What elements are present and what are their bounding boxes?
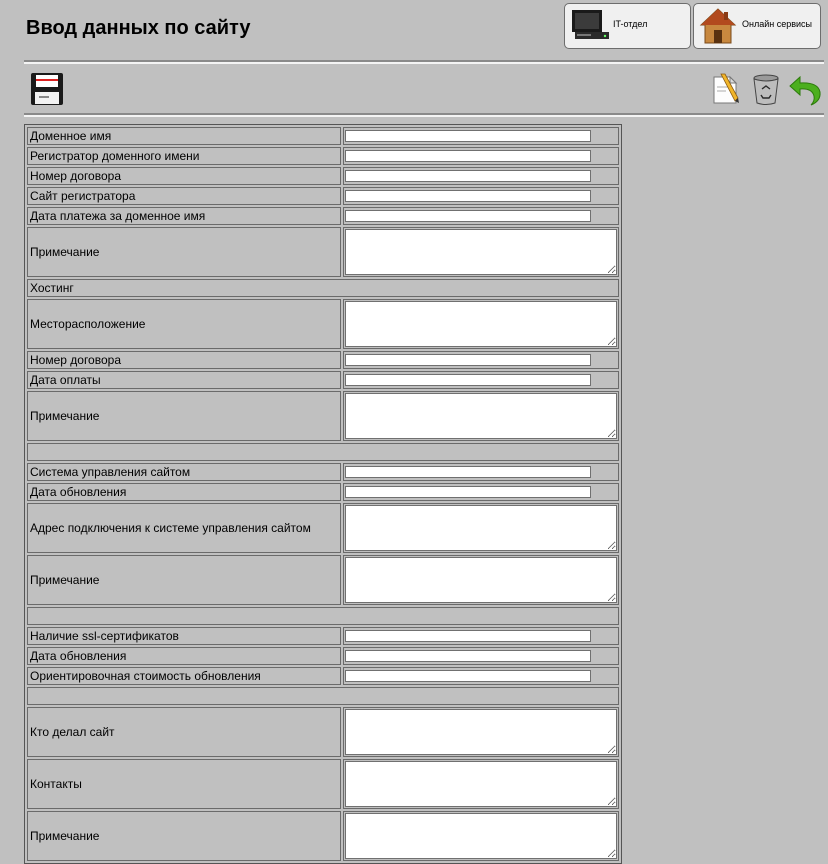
section-spacer-row [27,687,619,705]
online-services-label: Онлайн сервисы [742,19,813,29]
field-cell [343,647,619,665]
field-label: Контакты [27,759,341,809]
field-label: Сайт регистратора [27,187,341,205]
form-row [27,127,619,145]
text-area[interactable] [345,229,617,275]
field-cell [343,147,619,165]
section-spacer-row [27,443,619,461]
field-label: Номер договора [27,351,341,369]
computer-icon [569,6,609,46]
text-input[interactable] [345,486,591,498]
section-header-row [27,279,619,297]
form-row [27,167,619,185]
floppy-disk-icon[interactable] [30,72,64,106]
field-label: Дата обновления [27,483,341,501]
text-input[interactable] [345,374,591,386]
section-spacer-row [27,607,619,625]
site-data-form [24,124,622,864]
field-cell [343,167,619,185]
page-title: Ввод данных по сайту [26,17,251,39]
field-cell [343,187,619,205]
form-row [27,463,619,481]
field-cell [343,555,619,605]
field-cell [343,483,619,501]
text-area[interactable] [345,301,617,347]
field-cell [343,707,619,757]
field-label: Примечание [27,811,341,861]
form-row [27,391,619,441]
text-input[interactable] [345,170,591,182]
recycle-bin-icon[interactable] [751,73,781,105]
field-cell [343,627,619,645]
field-cell [343,299,619,349]
form-row [27,207,619,225]
field-label: Доменное имя [27,127,341,145]
field-label: Дата обновления [27,647,341,665]
form-row [27,627,619,645]
field-label: Регистратор доменного имени [27,147,341,165]
form-row [27,647,619,665]
text-input[interactable] [345,130,591,142]
form-row [27,503,619,553]
form-row [27,759,619,809]
text-area[interactable] [345,557,617,603]
text-input[interactable] [345,210,591,222]
field-label: Примечание [27,391,341,441]
back-arrow-icon[interactable] [788,74,822,106]
form-row [27,667,619,685]
field-label: Ориентировочная стоимость обновления [27,667,341,685]
toolbar-divider [24,113,824,117]
form-row [27,227,619,277]
field-label: Примечание [27,555,341,605]
form-row [27,707,619,757]
field-label: Кто делал сайт [27,707,341,757]
text-area[interactable] [345,393,617,439]
field-label: Дата оплаты [27,371,341,389]
it-department-label: IT-отдел [613,19,648,29]
field-label: Система управления сайтом [27,463,341,481]
text-area[interactable] [345,505,617,551]
field-cell [343,667,619,685]
field-cell [343,227,619,277]
text-area[interactable] [345,813,617,859]
online-services-button[interactable] [693,3,821,49]
field-label: Примечание [27,227,341,277]
field-label: Месторасположение [27,299,341,349]
form-row [27,555,619,605]
field-cell [343,503,619,553]
field-label: Адрес подключения к системе управления сайтом [27,503,341,553]
header-divider [24,60,824,64]
text-input[interactable] [345,190,591,202]
field-cell [343,127,619,145]
form-row [27,147,619,165]
field-cell [343,371,619,389]
field-cell [343,759,619,809]
text-area[interactable] [345,761,617,807]
field-label: Дата платежа за доменное имя [27,207,341,225]
form-row [27,299,619,349]
section-header: Хостинг [27,279,619,297]
section-header [27,687,619,705]
field-label: Номер договора [27,167,341,185]
field-cell [343,207,619,225]
text-input[interactable] [345,150,591,162]
form-row [27,351,619,369]
section-header [27,443,619,461]
text-input[interactable] [345,354,591,366]
text-area[interactable] [345,709,617,755]
field-cell [343,351,619,369]
field-cell [343,463,619,481]
text-input[interactable] [345,630,591,642]
it-department-button[interactable] [564,3,691,49]
form-row [27,371,619,389]
house-icon [698,6,738,46]
field-label: Наличие ssl-сертификатов [27,627,341,645]
field-cell [343,391,619,441]
section-header [27,607,619,625]
pencil-page-icon[interactable] [710,73,742,105]
text-input[interactable] [345,466,591,478]
form-row [27,187,619,205]
text-input[interactable] [345,650,591,662]
form-row [27,483,619,501]
text-input[interactable] [345,670,591,682]
